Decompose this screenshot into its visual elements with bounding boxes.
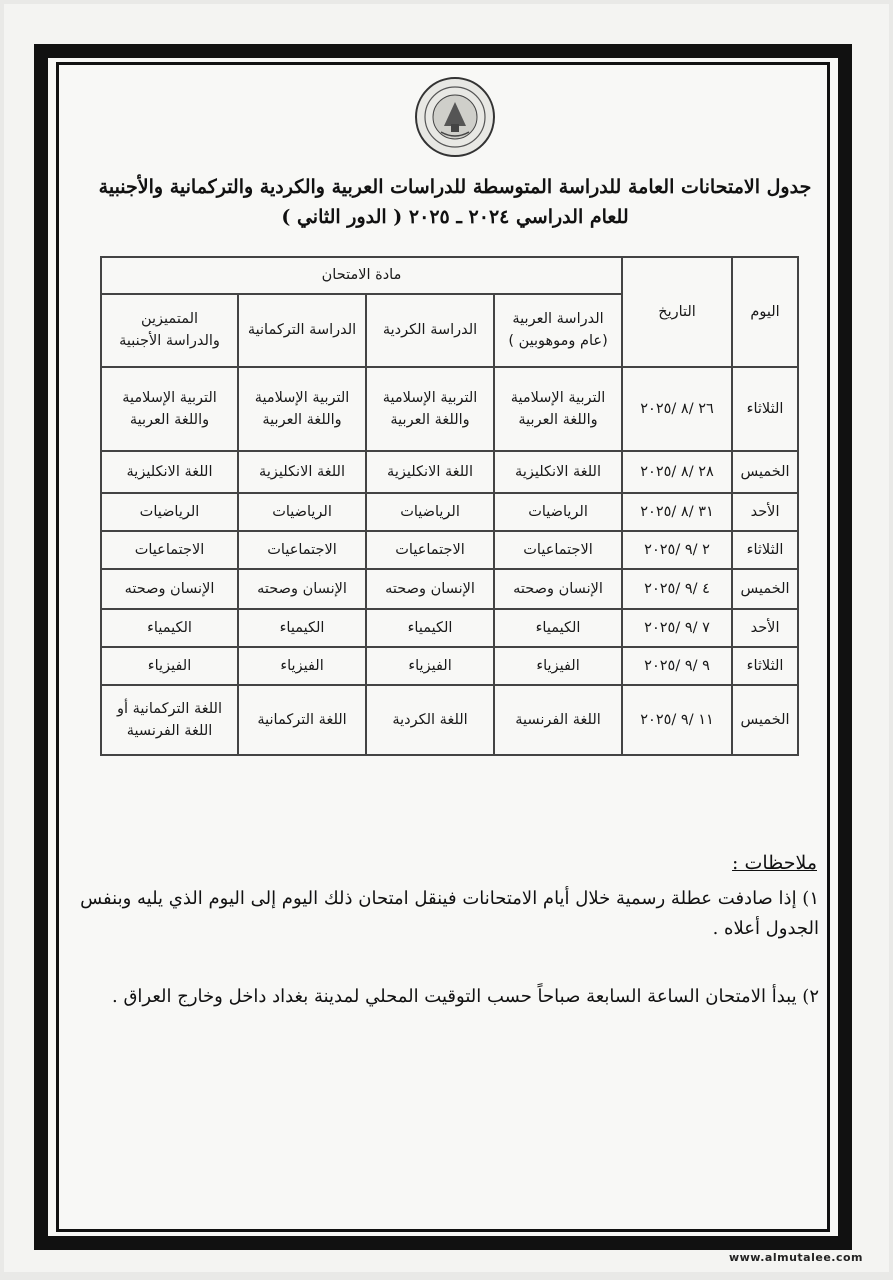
cell-arabic: الكيمياء [494, 609, 622, 647]
cell-day: الثلاثاء [732, 367, 798, 451]
cell-turkmen: اللغة التركمانية [238, 685, 366, 755]
cell-day: الأحد [732, 493, 798, 531]
cell-arabic: الاجتماعيات [494, 531, 622, 569]
table-row [101, 531, 798, 569]
header-arabic-study [494, 294, 622, 367]
table-row [101, 609, 798, 647]
cell-day: الأحد [732, 609, 798, 647]
note-item-2: ٢) يبدأ الامتحان الساعة السابعة صباحاً حسب التوقيت المحلي لمدينة بغداد داخل وخارج العراق . [112, 986, 819, 1007]
table-row [101, 647, 798, 685]
cell-turkmen: الرياضيات [238, 493, 366, 531]
cell-date: ٩ /٩ /٢٠٢٥ [622, 647, 732, 685]
table-row [101, 451, 798, 493]
watermark-url: www.almutalee.com [728, 1251, 863, 1264]
cell-turkmen: التربية الإسلامية واللغة العربية [238, 367, 366, 451]
table-row [101, 367, 798, 451]
title-line-1: جدول الامتحانات العامة للدراسة المتوسطة للدراسات العربية والكردية والتركمانية والأجنبية [98, 176, 812, 198]
header-arabic-line-2: (عام وموهوبين ) [508, 333, 608, 350]
table-row [101, 493, 798, 531]
cell-turkmen: الإنسان وصحته [238, 569, 366, 609]
cell-kurdish: الإنسان وصحته [366, 569, 494, 609]
header-day: اليوم [732, 257, 798, 367]
cell-arabic: التربية الإسلامية واللغة العربية [494, 367, 622, 451]
cell-date: ٤ /٩ /٢٠٢٥ [622, 569, 732, 609]
table-row [101, 569, 798, 609]
cell-day: الخميس [732, 451, 798, 493]
cell-turkmen: الكيمياء [238, 609, 366, 647]
cell-date: ٢٦ /٨ /٢٠٢٥ [622, 367, 732, 451]
cell-foreign: اللغة الانكليزية [101, 451, 238, 493]
cell-day: الثلاثاء [732, 531, 798, 569]
cell-foreign: الكيمياء [101, 609, 238, 647]
header-foreign-line-2: والدراسة الأجنبية [119, 333, 220, 350]
document-title [90, 172, 820, 232]
header-turkmen-study: الدراسة التركمانية [238, 294, 366, 367]
header-row-1 [101, 257, 798, 294]
cell-kurdish: التربية الإسلامية واللغة العربية [366, 367, 494, 451]
cell-kurdish: الاجتماعيات [366, 531, 494, 569]
cell-kurdish: الكيمياء [366, 609, 494, 647]
cell-arabic: الفيزياء [494, 647, 622, 685]
header-foreign-line-1: المتميزين [140, 311, 199, 328]
cell-foreign: الاجتماعيات [101, 531, 238, 569]
table-row [101, 685, 798, 755]
cell-date: ٢٨ /٨ /٢٠٢٥ [622, 451, 732, 493]
cell-date: ٣١ /٨ /٢٠٢٥ [622, 493, 732, 531]
cell-arabic: الإنسان وصحته [494, 569, 622, 609]
ministry-seal-logo [414, 76, 496, 158]
cell-arabic: اللغة الفرنسية [494, 685, 622, 755]
header-subject: مادة الامتحان [101, 257, 622, 294]
cell-foreign: التربية الإسلامية واللغة العربية [101, 367, 238, 451]
cell-date: ٢ /٩ /٢٠٢٥ [622, 531, 732, 569]
cell-turkmen: اللغة الانكليزية [238, 451, 366, 493]
exam-schedule-table [100, 256, 799, 756]
title-line-2: للعام الدراسي ٢٠٢٤ ـ ٢٠٢٥ ( الدور الثاني ) [281, 206, 629, 228]
notes-heading: ملاحظات : [732, 852, 817, 874]
cell-day: الثلاثاء [732, 647, 798, 685]
cell-date: ٧ /٩ /٢٠٢٥ [622, 609, 732, 647]
cell-arabic: الرياضيات [494, 493, 622, 531]
cell-kurdish: الرياضيات [366, 493, 494, 531]
cell-kurdish: الفيزياء [366, 647, 494, 685]
cell-day: الخميس [732, 569, 798, 609]
cell-foreign: الرياضيات [101, 493, 238, 531]
cell-foreign: اللغة التركمانية أو اللغة الفرنسية [101, 685, 238, 755]
cell-foreign: الفيزياء [101, 647, 238, 685]
cell-arabic: اللغة الانكليزية [494, 451, 622, 493]
cell-kurdish: اللغة الانكليزية [366, 451, 494, 493]
cell-date: ١١ /٩ /٢٠٢٥ [622, 685, 732, 755]
cell-day: الخميس [732, 685, 798, 755]
note-item-1: ١) إذا صادفت عطلة رسمية خلال أيام الامتحانات فينقل امتحان ذلك اليوم إلى اليوم الذي يليه وبنفس الجدول أعلاه . [80, 888, 819, 939]
header-kurdish-study: الدراسة الكردية [366, 294, 494, 367]
cell-turkmen: الفيزياء [238, 647, 366, 685]
header-arabic-line-1: الدراسة العربية [512, 311, 604, 328]
cell-turkmen: الاجتماعيات [238, 531, 366, 569]
header-foreign-study [101, 294, 238, 367]
cell-foreign: الإنسان وصحته [101, 569, 238, 609]
cell-kurdish: اللغة الكردية [366, 685, 494, 755]
header-date: التاريخ [622, 257, 732, 367]
